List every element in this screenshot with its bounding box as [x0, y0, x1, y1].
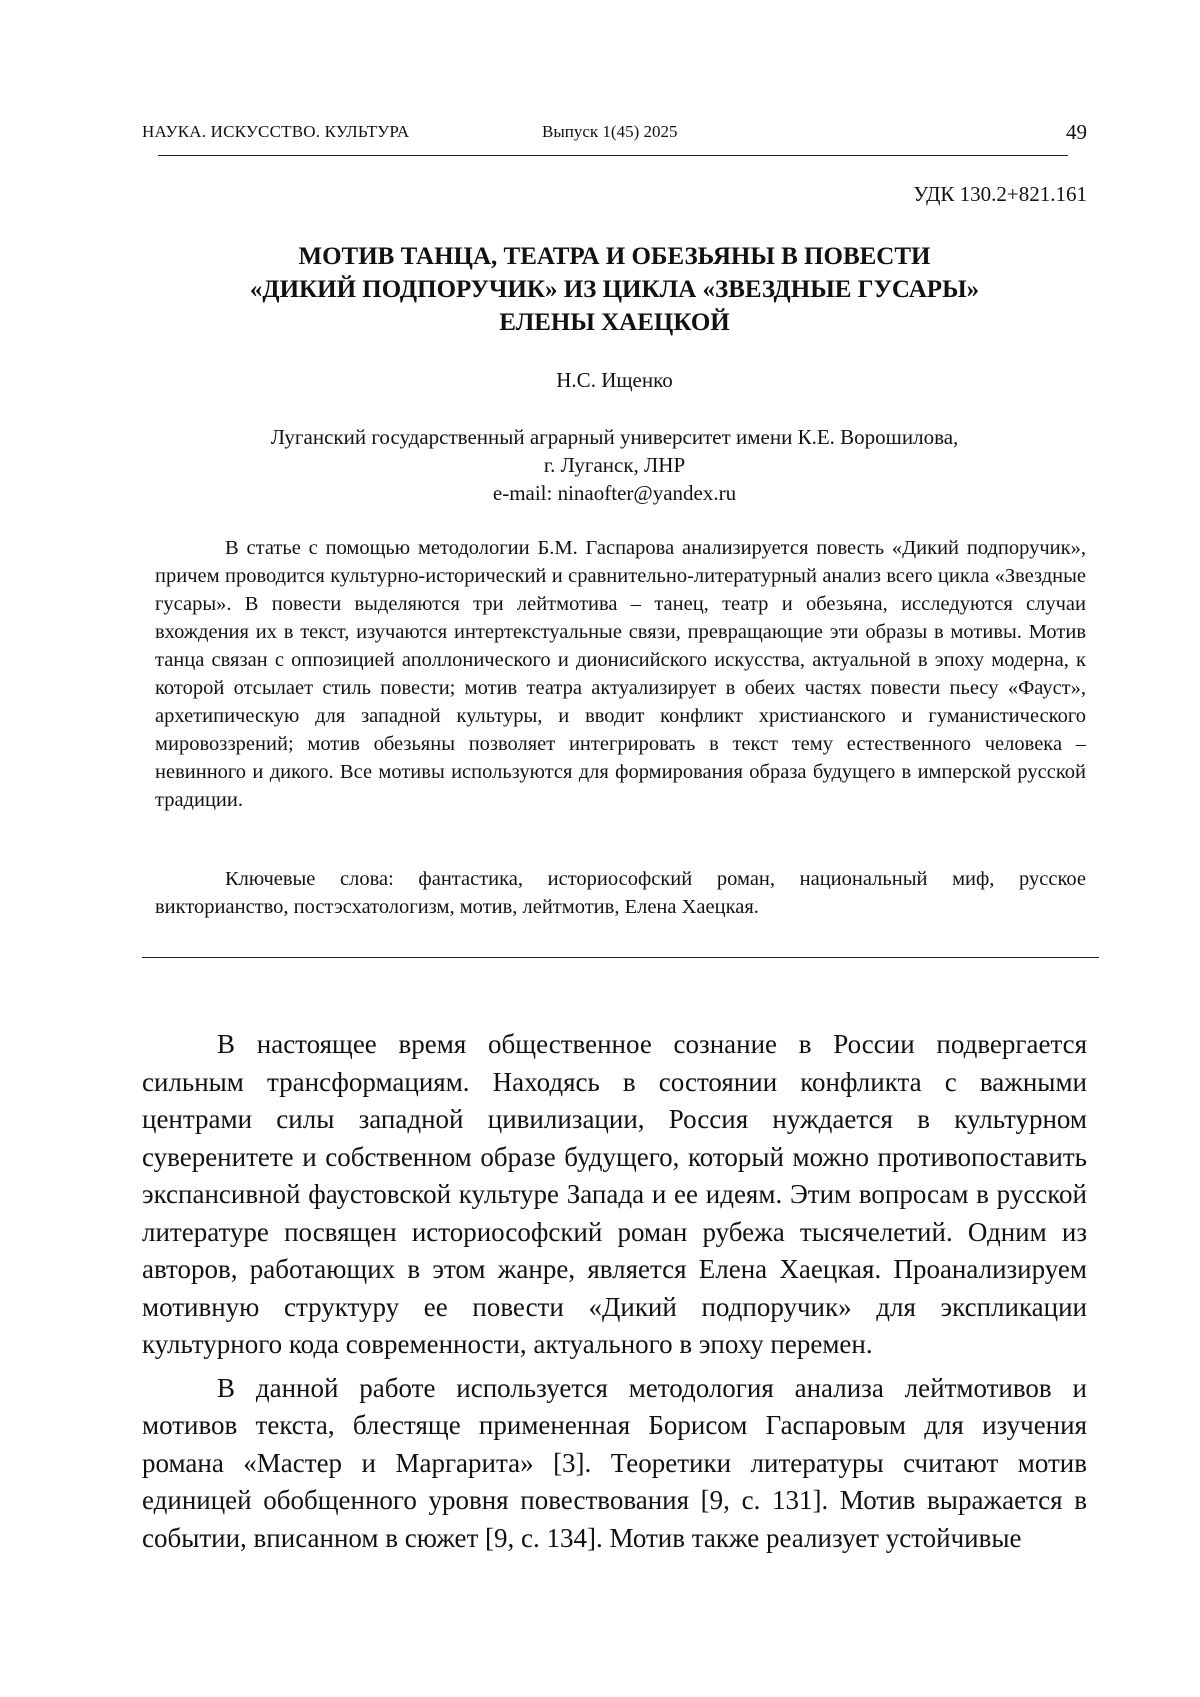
udk-code: УДК 130.2+821.161 — [913, 182, 1087, 207]
author-affiliation — [142, 423, 1087, 507]
body-paragraph: В настоящее время общественное сознание в России подвергается сильным трансформациям. Находясь в состоянии конфликта с важными центрами силы западной цивилизации, Россия нуждается в культурном суверенитете и собственном образе будущего, который можно противопоставить экспансивной фаустовской культуре Запада и ее идеям. Этим вопросам в русской литературе посвящен историософский роман рубежа тысячелетий. Одним из авторов, работающих в этом жанре, является Елена Хаецкая. Проанализируем мотивную структуру ее повести «Дикий подпоручик» для экспликации культурного кода современности, актуального в эпоху перемен. — [142, 1026, 1087, 1364]
journal-page — [0, 0, 1200, 1697]
page-number: 49 — [1066, 120, 1087, 145]
journal-name: НАУКА. ИСКУССТВО. КУЛЬТУРА — [142, 122, 409, 142]
city: г. Луганск, ЛНР — [142, 451, 1087, 479]
keywords: Ключевые слова: фантастика, историософский роман, национальный миф, русское викторианство, постэсхатологизм, мотив, лейтмотив, Елена Хаецкая. — [155, 865, 1086, 921]
abstract: В статье с помощью методологии Б.М. Гаспарова анализируется повесть «Дикий подпоручик», причем проводится культурно-исторический и сравнительно-литературный анализ всего цикла «Звездные гусары». В повести выделяются три лейтмотива – танец, театр и обезьяна, исследуются случаи вхождения их в текст, изучаются интертекстуальные связи, превращающие эти образы в мотивы. Мотив танца связан с оппозицией аполлонического и дионисийского искусства, актуальной в эпоху модерна, к которой отсылает стиль повести; мотив театра актуализирует в обеих частях повести пьесу «Фауст», архетипическую для западной культуры, и вводит конфликт христианского и гуманистического мировоззрений; мотив обезьяны позволяет интегрировать в текст тему естественного человека – невинного и дикого. Все мотивы используются для формирования образа будущего в имперской русской традиции. — [155, 534, 1086, 814]
issue-label: Выпуск 1(45) 2025 — [542, 122, 678, 142]
email: e-mail: ninaofter@yandex.ru — [142, 479, 1087, 507]
header-divider — [158, 155, 1068, 156]
title-line: МОТИВ ТАНЦА, ТЕАТРА И ОБЕЗЬЯНЫ В ПОВЕСТИ — [142, 240, 1087, 273]
institution: Луганский государственный аграрный университет имени К.Е. Ворошилова, — [142, 423, 1087, 451]
article-title — [142, 240, 1087, 339]
section-divider — [142, 957, 1099, 958]
author-name: Н.С. Ищенко — [142, 368, 1087, 393]
article-body — [142, 1026, 1087, 1563]
running-head — [142, 120, 1087, 144]
title-line: ЕЛЕНЫ ХАЕЦКОЙ — [142, 306, 1087, 339]
body-paragraph: В данной работе используется методология анализа лейтмотивов и мотивов текста, блестяще примененная Борисом Гаспаровым для изучения романа «Мастер и Маргарита» [3]. Теоретики литературы считают мотив единицей обобщенного уровня повествования [9, с. 131]. Мотив выражается в событии, вписанном в сюжет [9, с. 134]. Мотив также реализует устойчивые — [142, 1370, 1087, 1558]
title-line: «ДИКИЙ ПОДПОРУЧИК» ИЗ ЦИКЛА «ЗВЕЗДНЫЕ ГУСАРЫ» — [142, 273, 1087, 306]
